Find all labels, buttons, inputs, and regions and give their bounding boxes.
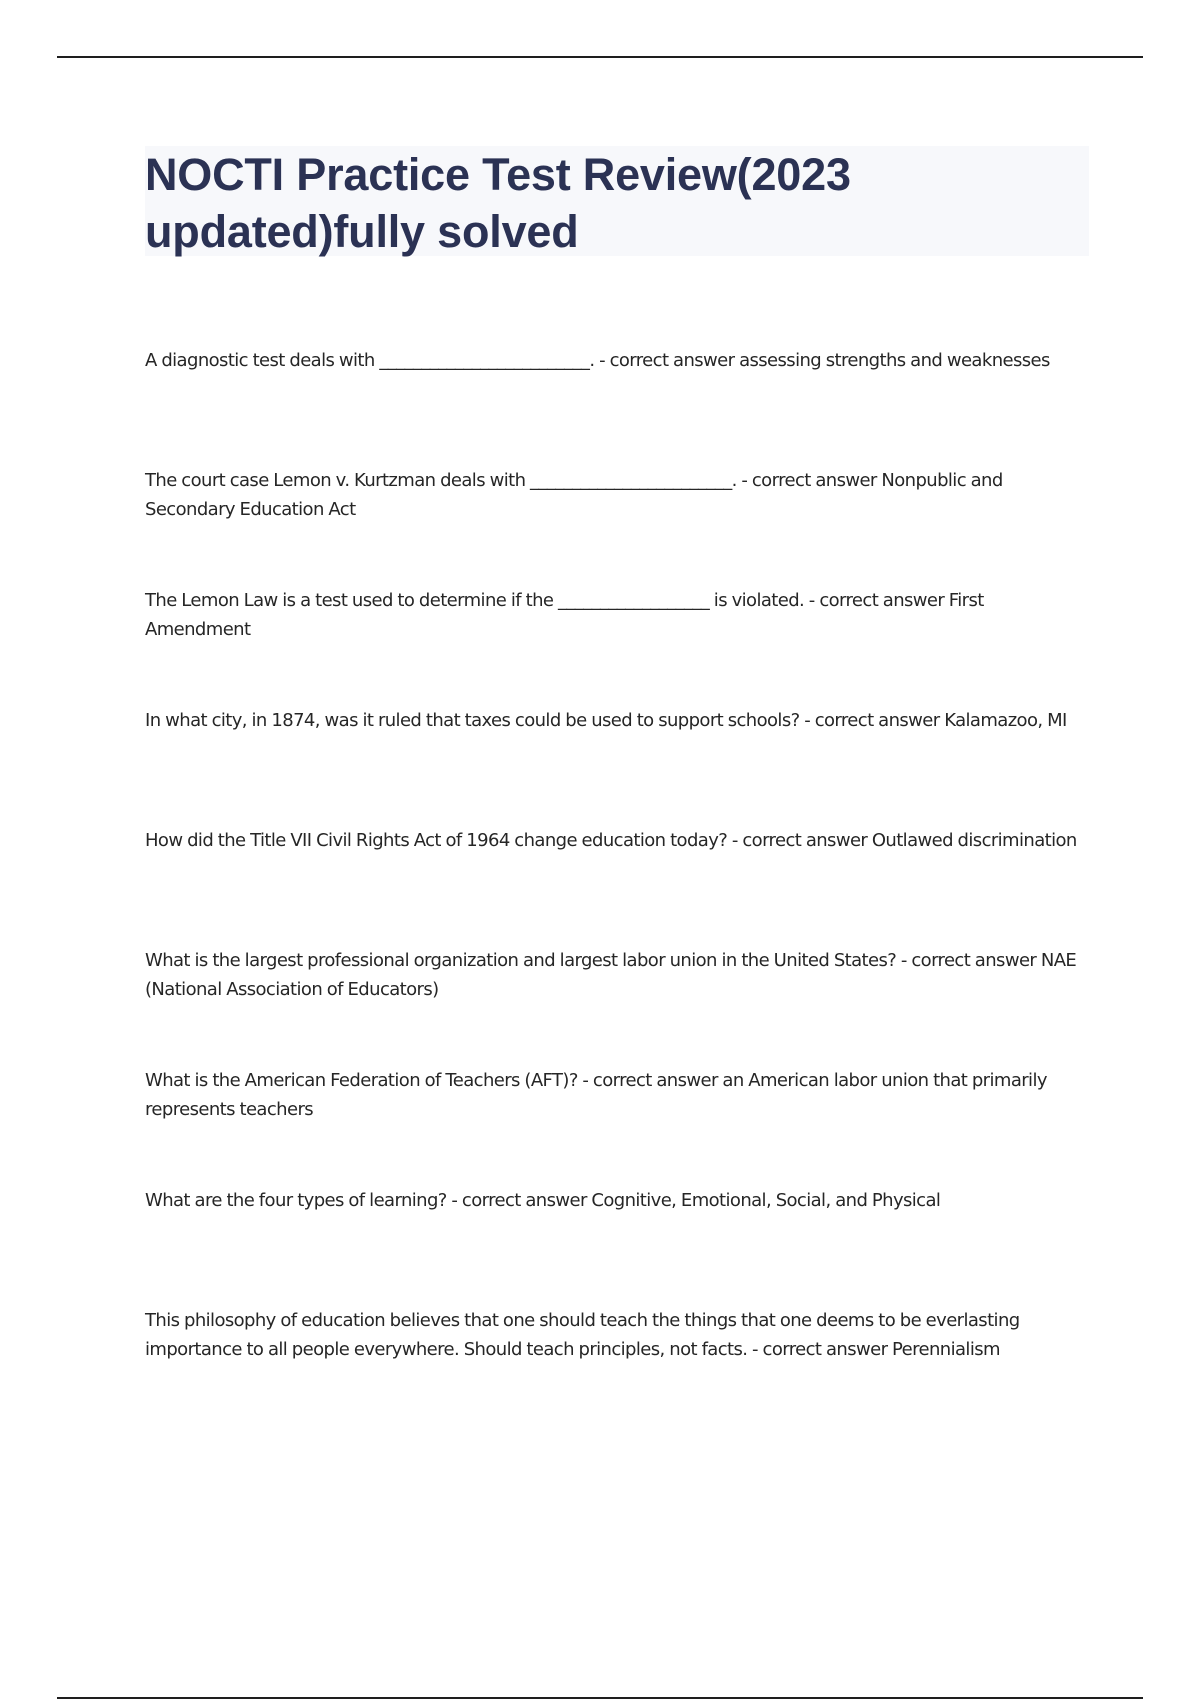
qa-item: What is the American Federation of Teachers (AFT)? - correct answer an American labor union that primarily represents teachers	[145, 1070, 1047, 1120]
qa-item: What is the largest professional organization and largest labor union in the United States? - correct answer NAE (National Association of Educators)	[145, 950, 1077, 1000]
qa-item: The court case Lemon v. Kurtzman deals with ________________________. - correct answer Nonpublic and Secondary Education Act	[145, 470, 1003, 520]
qa-item: A diagnostic test deals with _________________________. - correct answer assessing strengths and weaknesses	[145, 350, 1050, 371]
bottom-rule	[57, 1697, 1143, 1699]
qa-item: This philosophy of education believes that one should teach the things that one deems to be everlasting importance to all people everywhere. Should teach principles, not facts. - correct answer Perennialism	[145, 1310, 1020, 1360]
top-rule	[57, 56, 1143, 58]
document-title: NOCTI Practice Test Review(2023 updated)fully solved	[145, 149, 851, 257]
qa-item: In what city, in 1874, was it ruled that taxes could be used to support schools? - correct answer Kalamazoo, MI	[145, 710, 1067, 731]
qa-item: What are the four types of learning? - correct answer Cognitive, Emotional, Social, and Physical	[145, 1190, 941, 1211]
qa-item: The Lemon Law is a test used to determine if the __________________ is violated. - correct answer First Amendment	[145, 590, 984, 640]
title-block	[145, 146, 1089, 256]
question-answer-list	[145, 346, 1090, 1426]
qa-item: How did the Title VII Civil Rights Act of 1964 change education today? - correct answer Outlawed discrimination	[145, 830, 1077, 851]
